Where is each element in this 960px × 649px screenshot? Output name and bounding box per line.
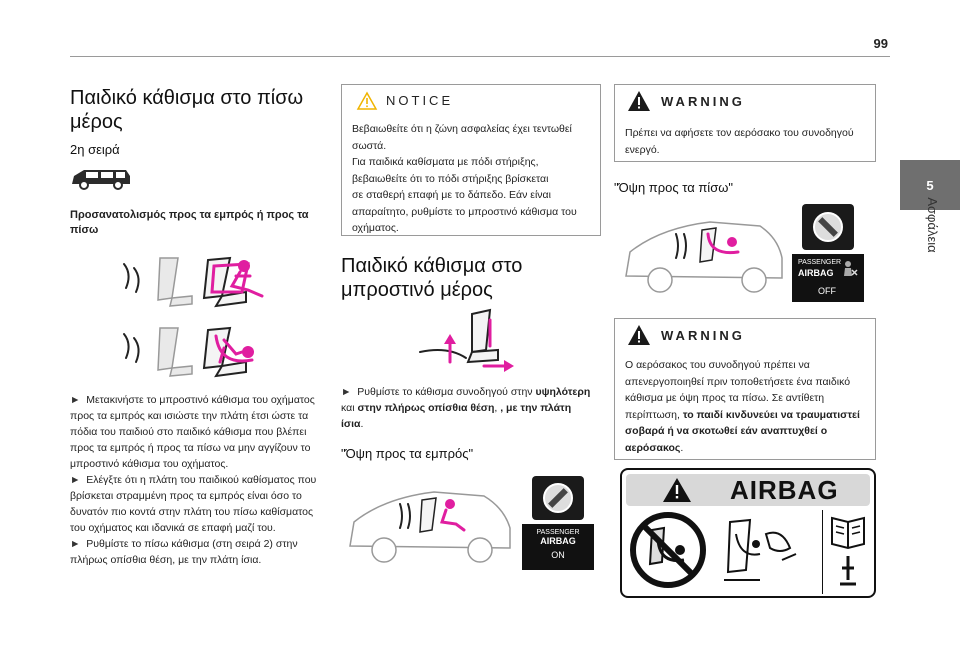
- notice-triangle-icon: [356, 91, 378, 111]
- key-switch-on[interactable]: [532, 476, 584, 520]
- label-divider: [822, 510, 823, 594]
- chapter-tab-label: Ασφάλεια: [925, 197, 940, 253]
- key-switch-icon: [542, 480, 574, 516]
- no-rear-facing-seat-icon: [628, 510, 708, 590]
- airbag-deploy-icon: [720, 514, 810, 590]
- col2-title: Παιδικό κάθισμα στο μπροστινό μέρος: [341, 255, 523, 301]
- warning-triangle-icon: [627, 324, 651, 346]
- warning-text-1: Πρέπει να αφήσετε τον αερόσακο του συνοδηγού ενεργό.: [625, 127, 854, 156]
- airbag-warning-label: [620, 468, 876, 598]
- warning-text-2: Ο αερόσακος του συνοδηγού πρέπει να απενεργοποιηθεί πριν τοποθετήσετε ένα παιδικό κάθισμα με όψη προς τα πίσω. Σε αντίθετη περίπτωση, το παιδί κινδυνεύει να τραυματιστεί σοβαρά ή να σκοτωθεί εάν αναπτυχθεί ο αερόσακος.: [625, 359, 860, 454]
- warning-box-1: [614, 84, 876, 162]
- key-switch-off[interactable]: [802, 204, 854, 250]
- van-icon: [70, 166, 134, 192]
- orientation-heading: Προσανατολισμός προς τα εμπρός ή προς τα πίσω: [70, 209, 309, 236]
- airbag-off-panel: [792, 204, 864, 302]
- seat-adjust-instruction: ► Ρυθμίστε το κάθισμα συνοδηγού στην υψηλότερη και στην πλήρως οπίσθια θέση, , με την πλάτη ίσια.: [341, 386, 591, 430]
- header-divider: [70, 56, 890, 57]
- airbag-label-text: AIRBAG: [730, 475, 839, 505]
- chapter-tab[interactable]: 5: [900, 160, 960, 210]
- warning-title-1: WARNING: [661, 94, 745, 109]
- forward-facing-seat-illustration: [112, 252, 272, 312]
- read-manual-icon: [828, 514, 870, 590]
- car-rear-facing-illustration: [620, 206, 788, 298]
- row-heading: 2η σειρά: [70, 142, 120, 157]
- notice-title: NOTICE: [386, 93, 454, 108]
- notice-box: [341, 84, 601, 236]
- col1-title: Παιδικό κάθισμα στο πίσω μέρος: [70, 87, 304, 133]
- page-number: 99: [873, 36, 888, 51]
- airbag-status-display-on: PASSENGER AIRBAG ON: [522, 524, 594, 570]
- warning-title-2: WARNING: [661, 328, 745, 343]
- col1-instructions: ► Μετακινήστε το μπροστινό κάθισμα του οχήματος προς τα εμπρός και ισιώστε την πλάτη έτσι ώστε τα πόδια του παιδιού στο παιδικό κάθισμα που βλέπει προς τα εμπρός ή προς τα πίσω να μην αγγίζουν το μπροστινό κάθισμα του οχήματος. ► Ελέγξτε ότι η πλάτη του παιδικού καθίσματος που βρίσκεται στραμμένη προς τα εμπρός είναι όσο το δυνατόν πιο κοντά στην πλάτη του πίσω καθίσματος του οχήματος και ιδανικά σε επαφή μαζί του. ► Ρυθμίστε το πίσω κάθισμα (στη σειρά 2) στην πλήρως οπίσθια θέση, με την πλάτη ίσια.: [70, 394, 317, 566]
- airbag-on-panel: [522, 474, 594, 570]
- airbag-off-icon: [842, 260, 858, 278]
- rear-view-heading: "Όψη προς τα πίσω": [614, 180, 733, 195]
- seat-adjust-illustration: [418, 306, 518, 372]
- warning-box-2: [614, 318, 876, 460]
- forward-view-heading: "Όψη προς τα εμπρός": [341, 446, 474, 461]
- key-switch-icon: [812, 209, 844, 245]
- airbag-label-banner: [626, 474, 870, 506]
- car-forward-facing-illustration: [344, 474, 516, 568]
- airbag-status-display-off: PASSENGER AIRBAG OFF: [792, 254, 864, 302]
- rear-facing-seat-illustration: [112, 322, 272, 382]
- notice-text: Βεβαιωθείτε ότι η ζώνη ασφαλείας έχει τεντωθεί σωστά. Για παιδικά καθίσματα με πόδι στήριξης, βεβαιωθείτε ότι το πόδι στήριξης βρίσκεται σε σταθερή επαφή με το δάπεδο. Εάν είναι απαραίτητο, ρυθμίστε το μπροστινό κάθισμα του οχήματος.: [352, 123, 577, 234]
- warning-triangle-icon: [627, 90, 651, 112]
- warning-triangle-icon: [662, 477, 692, 503]
